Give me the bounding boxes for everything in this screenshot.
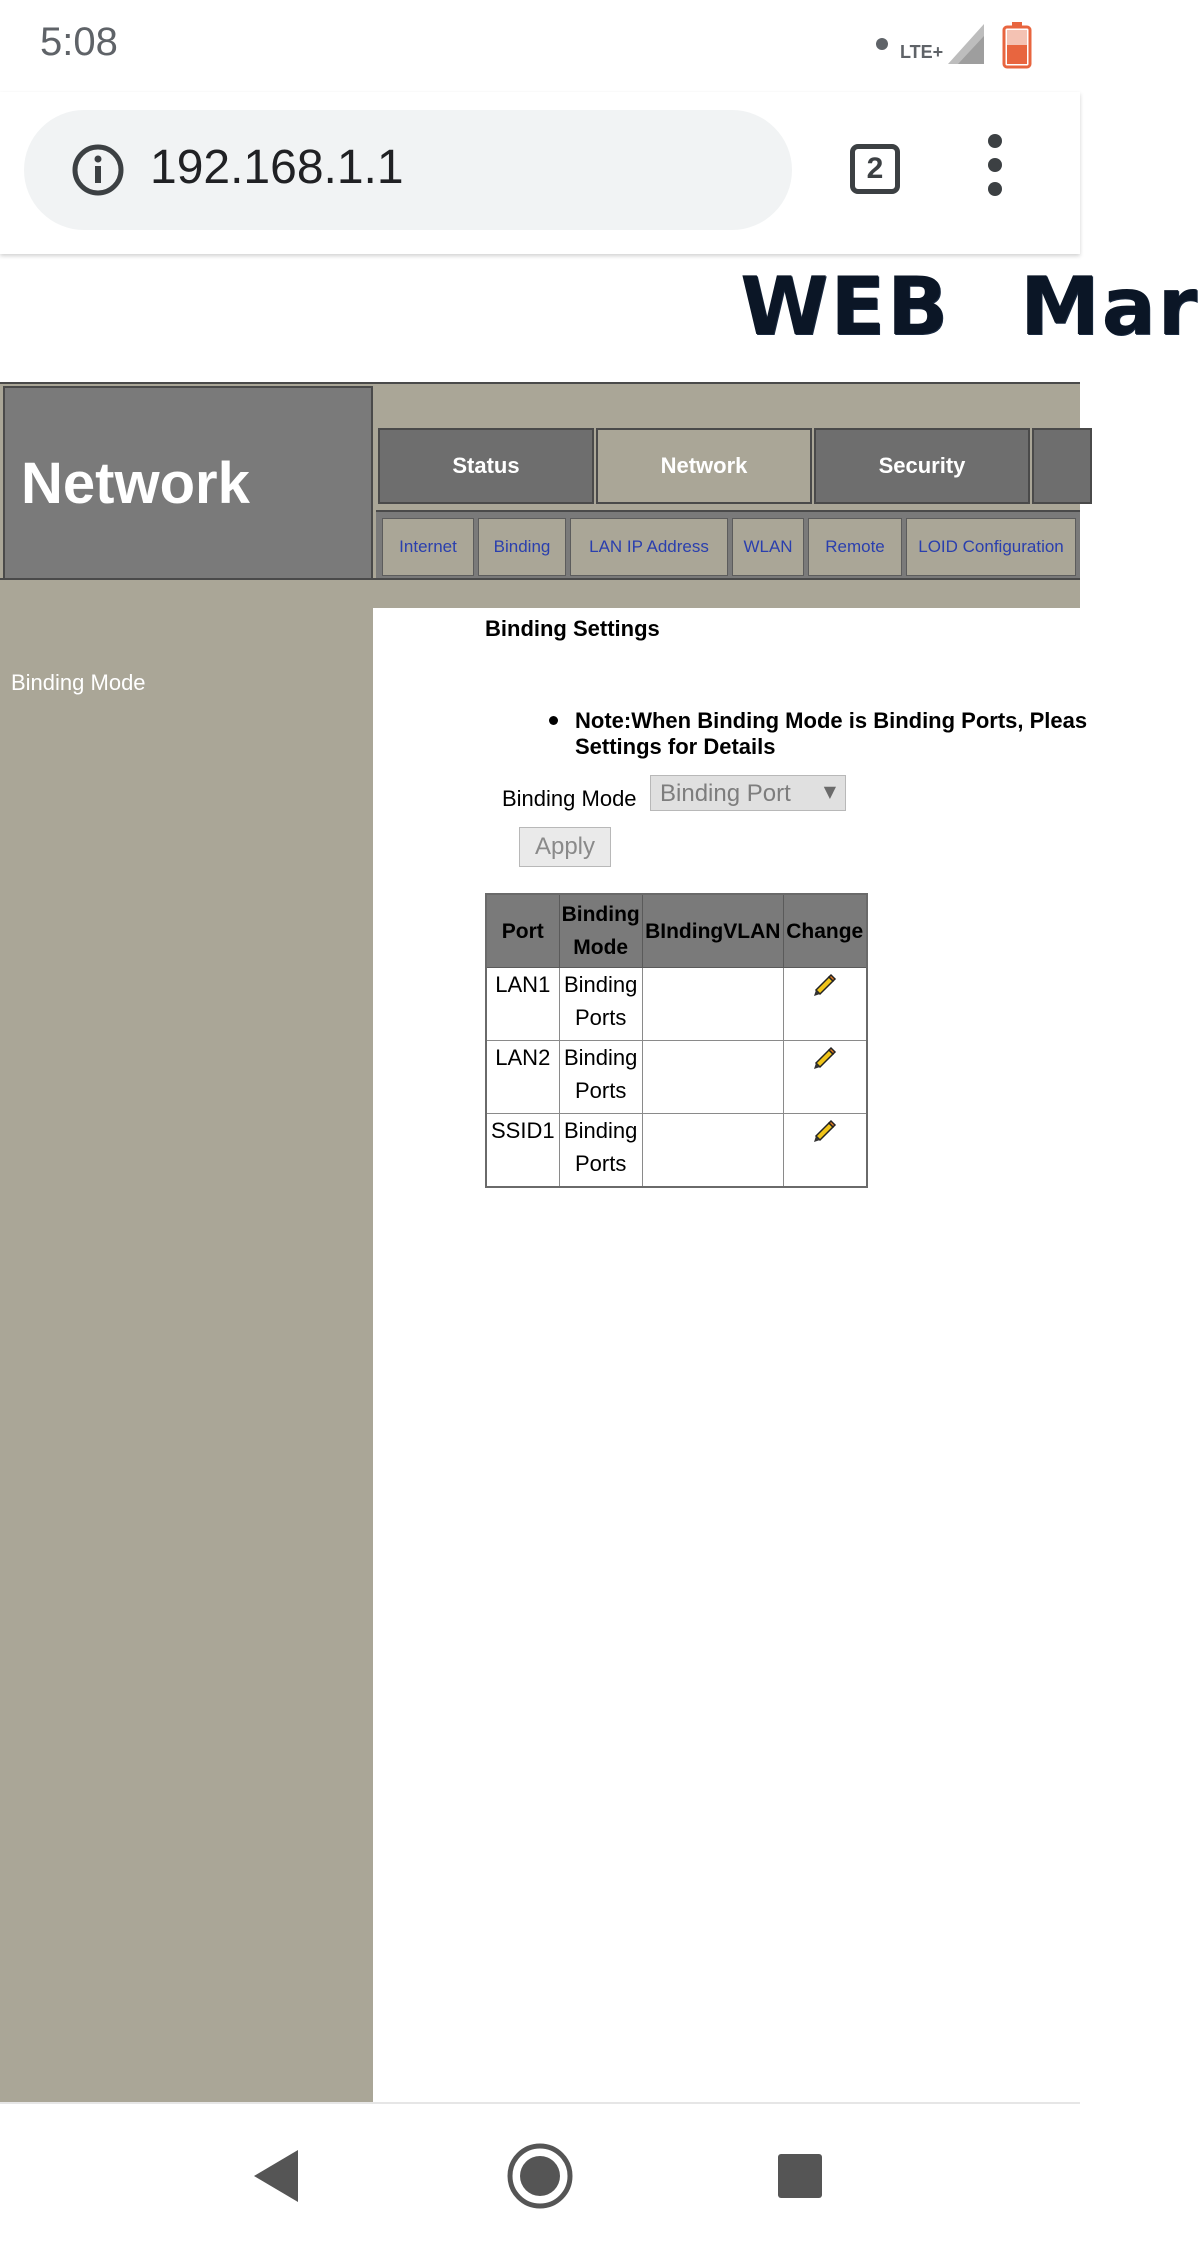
tab-next[interactable] (1032, 428, 1092, 504)
network-type-label: LTE+ (900, 42, 944, 62)
subtab-wlan[interactable]: WLAN (732, 518, 804, 576)
status-bar (0, 0, 1080, 92)
tab-security[interactable]: Security (814, 428, 1030, 504)
edit-pencil-icon[interactable] (812, 972, 838, 998)
web-page (0, 254, 1199, 2102)
notification-dot-icon (876, 38, 888, 50)
system-navigation-bar (0, 2102, 1080, 2248)
browser-toolbar (0, 92, 1080, 254)
back-icon[interactable] (216, 2104, 336, 2248)
tab-switcher-button[interactable]: 2 (850, 144, 900, 194)
cell-mode: Binding Ports (559, 1114, 642, 1188)
tab-status[interactable]: Status (378, 428, 594, 504)
info-icon[interactable] (70, 142, 126, 198)
nav-top-strip (376, 384, 1080, 426)
sub-navigation (376, 510, 1080, 584)
main-content (373, 608, 1088, 2102)
battery-icon (1002, 22, 1032, 68)
header-band-bottom (0, 578, 1080, 610)
subtab-internet[interactable]: Internet (382, 518, 474, 576)
page-banner (0, 254, 1199, 382)
subtab-remote[interactable]: Remote (808, 518, 902, 576)
cell-change (783, 968, 867, 1041)
status-time: 5:08 (40, 20, 118, 64)
home-icon[interactable] (480, 2104, 600, 2248)
recents-icon[interactable] (740, 2104, 860, 2248)
status-icons (840, 20, 1040, 70)
note (575, 708, 1095, 760)
apply-button[interactable]: Apply (519, 827, 611, 867)
cell-vlan (642, 1114, 783, 1188)
tab-network[interactable]: Network (596, 428, 812, 504)
header-band (0, 382, 1080, 580)
sidebar (0, 608, 373, 2102)
subtab-loid-configuration[interactable]: LOID Configuration (906, 518, 1076, 576)
table-row (486, 1114, 867, 1188)
cell-change (783, 1114, 867, 1188)
cell-vlan (642, 968, 783, 1041)
chevron-down-icon: ▼ (823, 782, 836, 801)
url-text[interactable]: 192.168.1.1 (150, 141, 404, 194)
table-row (486, 968, 867, 1041)
section-title: Network (21, 451, 250, 516)
content-title: Binding Settings (485, 616, 660, 641)
table-header-row (486, 894, 867, 968)
binding-table (485, 893, 868, 1188)
more-menu-icon[interactable] (980, 134, 1010, 204)
cell-port: SSID1 (486, 1114, 559, 1188)
header-binding-vlan: BIndingVLAN (642, 894, 783, 968)
table-row (486, 1041, 867, 1114)
edit-pencil-icon[interactable] (812, 1118, 838, 1144)
cell-mode: Binding Ports (559, 1041, 642, 1114)
subtab-binding[interactable]: Binding (478, 518, 566, 576)
header-change: Change (783, 894, 867, 968)
cell-port: LAN2 (486, 1041, 559, 1114)
header-port: Port (486, 894, 559, 968)
binding-mode-label: Binding Mode (502, 786, 637, 811)
header-binding-mode: Binding Mode (559, 894, 642, 968)
cell-change (783, 1041, 867, 1114)
banner-word-management: Mar (1019, 260, 1199, 353)
cell-mode: Binding Ports (559, 968, 642, 1041)
section-box (3, 386, 373, 582)
bullet-icon (549, 716, 558, 725)
address-bar[interactable] (24, 110, 792, 230)
banner-title (740, 260, 1199, 353)
cell-vlan (642, 1041, 783, 1114)
note-text: Note:When Binding Mode is Binding Ports, Pleas Settings for Details (575, 708, 1088, 759)
sidebar-item-binding-mode[interactable]: Binding Mode (11, 670, 146, 695)
binding-mode-select[interactable] (650, 775, 846, 811)
subtab-lan-ip-address[interactable]: LAN IP Address (570, 518, 728, 576)
signal-icon (946, 22, 986, 66)
main-navigation (376, 384, 1080, 580)
cell-port: LAN1 (486, 968, 559, 1041)
edit-pencil-icon[interactable] (812, 1045, 838, 1071)
banner-word-web: WEB (740, 260, 950, 353)
binding-mode-value: Binding Port (660, 780, 791, 807)
